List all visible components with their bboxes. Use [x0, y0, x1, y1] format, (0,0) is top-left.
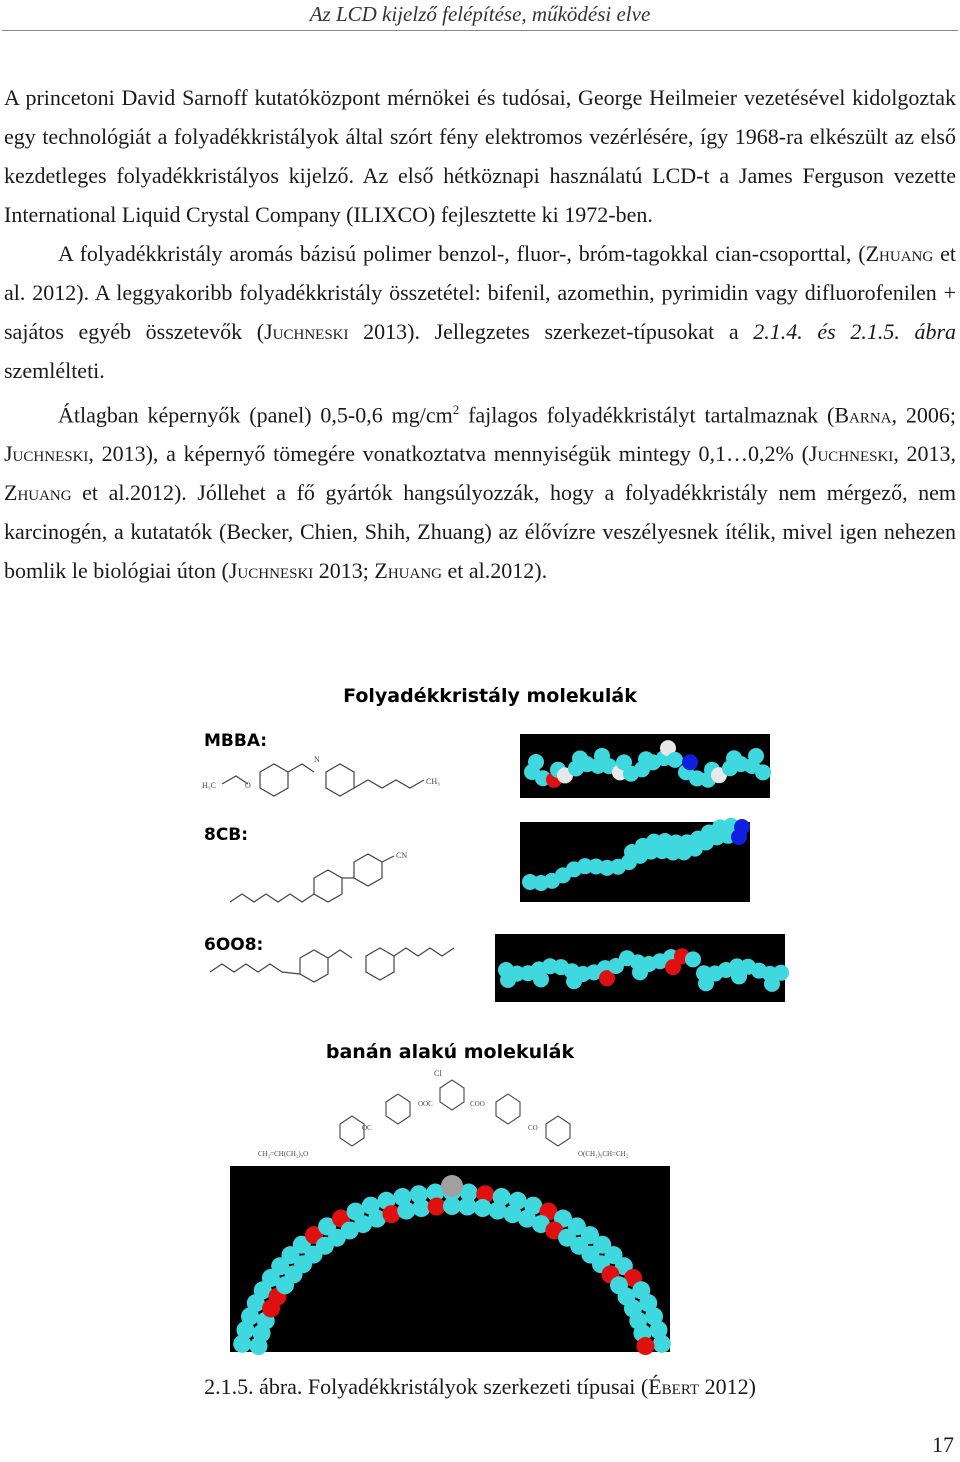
atom: [458, 1198, 476, 1216]
citation-author: Zhuang: [374, 558, 443, 584]
atom: [755, 764, 771, 780]
atom: [734, 819, 750, 835]
chem-label-co: CO: [528, 1124, 538, 1132]
citation-author: Juchneski: [228, 558, 314, 584]
figure-caption: [0, 1374, 960, 1400]
chem-label-ch3: CH₃: [426, 777, 440, 786]
p2-text: 2013). Jellegzetes szerkezet-típusokat a: [348, 319, 754, 344]
molecule-label-8cb: 8CB:: [204, 825, 249, 845]
atom: [412, 1199, 430, 1217]
atom: [653, 1335, 671, 1353]
p3-text: , 2006;: [891, 402, 956, 428]
molecule-label-6oo8: 6OO8:: [204, 935, 264, 955]
citation-author: Zhuang: [4, 480, 72, 506]
p2-text: A folyadékkristály aromás bázisú polimer benzol-, fluor-, bróm-tagokkal cian-csoporttal, (: [58, 241, 866, 266]
paragraph-3: [4, 390, 956, 590]
caption-text: 2.1.5. ábra. Folyadékkristályok szerkezeti típusai (: [204, 1374, 649, 1399]
citation-author: Zhuang: [865, 241, 934, 266]
banana-structure: [258, 1069, 629, 1158]
chem-label-ooc: OOC: [418, 1100, 433, 1108]
figure-title: Folyadékkristály molekulák: [343, 685, 637, 707]
atom: [428, 1198, 446, 1216]
citation-author: Barna: [834, 402, 892, 428]
citation-author: Juchneski: [808, 441, 894, 467]
p3-text: et al.2012).: [442, 558, 548, 584]
running-header: Az LCD kijelző felépítése, működési elve: [309, 2, 651, 26]
citation-author: Juchneski: [264, 319, 349, 344]
atom: [773, 965, 789, 981]
superscript: 2: [452, 402, 460, 417]
p3-text: , 2013,: [893, 441, 957, 467]
chem-label-oc: OC: [362, 1124, 372, 1132]
chlorine-atom: [441, 1175, 463, 1197]
atom: [443, 1197, 461, 1215]
p2-text: szemlélteti.: [4, 358, 105, 383]
p3-text: Átlagban képernyők (panel) 0,5-0,6 mg/cm: [58, 402, 453, 428]
banana-title: banán alakú molekulák: [325, 1041, 575, 1063]
atom: [533, 971, 549, 987]
chem-label-coo: COO: [470, 1100, 485, 1108]
atom: [667, 752, 683, 768]
paragraph-1: A princetoni David Sarnoff kutatóközpont mérnökei és tudósai, George Heilmeier vezetésével kidolgoztak egy technológiát a folyadékkristályok által szórt fény elektromos vezérlésére, így 1968-ra elkészült az első kezdetleges folyadékkristályos kijelző. Az első hétköznapi használatú LCD-t a James Ferguson vezette International Liquid Crystal Company (ILIXCO) fejlesztette ki 1972-ben.: [4, 85, 956, 227]
chem-label-right-chain: O(CH₂)₉CH=CH₂: [578, 1150, 629, 1158]
atom: [528, 754, 544, 770]
body-text: [4, 78, 956, 590]
header-rule: [2, 30, 958, 31]
atom: [682, 754, 698, 770]
paragraph-2: [4, 234, 956, 390]
citation-author: Juchneski: [4, 441, 89, 467]
atom: [636, 1337, 654, 1355]
chem-label-left-chain: CH₂=CH(CH₂)₉O: [258, 1150, 309, 1158]
atom: [748, 748, 764, 764]
atom: [685, 951, 701, 967]
chem-label-n: N: [314, 755, 320, 764]
caption-text: 2012): [699, 1374, 756, 1399]
p2-text: et al. 2012). A leggyakoribb folyadékkristály összetétel: bifenil, azomethin, pyrimidin vagy difluorofenilen + sajátos egyéb összetevők (: [4, 241, 956, 344]
atom: [474, 1199, 492, 1217]
p3-text: 2013;: [313, 558, 375, 584]
chem-label-o: O: [245, 781, 251, 790]
figure-svg: [190, 672, 790, 1372]
p3-text: fajlagos folyadékkristályt tartalmaznak (: [459, 402, 835, 428]
p3-text: , 2013), a képernyő tömegére vonatkoztatva mennyiségük mintegy 0,1…0,2% (: [88, 441, 809, 467]
page-number: 17: [932, 1432, 954, 1457]
chem-label-h3c: H₃C: [202, 781, 216, 790]
chem-label-cn: CN: [396, 851, 408, 860]
8cb-structure: [230, 851, 407, 902]
mbba-structure: [202, 755, 440, 796]
atom: [397, 1202, 415, 1220]
p3-text: et al.2012). Jóllehet a fő gyártók hangsúlyozzák, hogy a folyadékkristály nem mérgező, nem karcinogén, a kutatatók (Becker, Chien, Shih, Zhuang) az élővízre veszélyesnek ítélik, mivel igen nehezen bomlik le biológiai úton (: [4, 480, 956, 584]
chem-label-cl: Cl: [434, 1069, 442, 1078]
citation-author: Ébert: [648, 1374, 700, 1399]
liquid-crystal-figure: [190, 672, 790, 1372]
molecule-label-mbba: MBBA:: [204, 731, 268, 751]
figure-reference: 2.1.4. és 2.1.5. ábra: [753, 319, 957, 344]
